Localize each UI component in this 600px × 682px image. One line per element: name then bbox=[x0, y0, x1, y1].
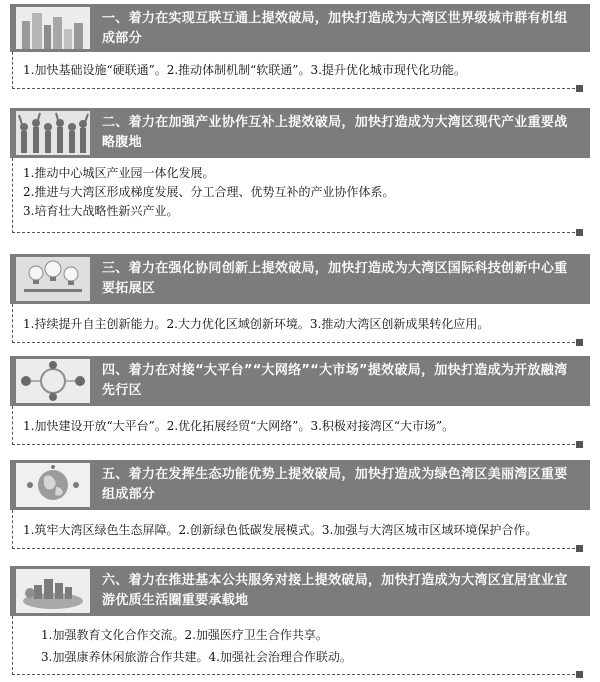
section-4-item-1: 1.加快建设开放“大平台”。2.优化拓展经贸“大网络”。3.积极对接湾区“大市场”。 bbox=[23, 419, 455, 433]
innovation-bulbs-icon bbox=[16, 257, 90, 301]
section-5-item-1: 1.筑牢大湾区绿色生态屏障。2.创新绿色低碳发展模式。3.加强与大湾区城市区域环境保护合作。 bbox=[23, 523, 538, 537]
cheering-crowd-icon bbox=[16, 111, 90, 155]
section-2-frame bbox=[12, 158, 575, 233]
section-3-frame bbox=[12, 304, 575, 343]
network-hands-icon bbox=[16, 359, 90, 403]
section-3-header bbox=[10, 254, 590, 304]
section-2-title: 二、着力在加强产业协作互补上提效破局，加快打造成为大湾区现代产业重要战略腹地 bbox=[102, 115, 568, 150]
city-buildings-icon bbox=[16, 7, 90, 49]
section-1-title: 一、着力在实现互联互通上提效破局，加快打造成为大湾区世界级城市群有机组成部分 bbox=[102, 11, 568, 46]
section-3-item-1: 1.持续提升自主创新能力。2.大力优化区域创新环境。3.推动大湾区创新成果转化应用。 bbox=[23, 317, 490, 331]
section-2-item-1: 1.推动中心城区产业园一体化发展。 bbox=[23, 166, 215, 180]
section-3-title: 三、着力在强化协同创新上提效破局，加快打造成为大湾区国际科技创新中心重要拓展区 bbox=[102, 261, 568, 296]
section-4-frame bbox=[12, 406, 575, 445]
section-4-header bbox=[10, 356, 590, 406]
section-5-frame bbox=[12, 510, 575, 549]
town-island-icon bbox=[16, 569, 90, 613]
section-6-header bbox=[10, 566, 590, 616]
section-2-header bbox=[10, 108, 590, 158]
section-4-title: 四、着力在对接“大平台”“大网络”“大市场”提效破局，加快打造成为开放融湾先行区 bbox=[102, 363, 568, 398]
section-6-title: 六、着力在推进基本公共服务对接上提效破局，加快打造成为大湾区宜居宜业宜游优质生活圈重要承载地 bbox=[102, 573, 568, 608]
section-2-item-2: 2.推进与大湾区形成梯度发展、分工合理、优势互补的产业协作体系。 bbox=[23, 185, 395, 199]
section-6-frame bbox=[12, 616, 575, 675]
section-6-item-1: 1.加强教育文化合作交流。2.加强医疗卫生合作共享。 bbox=[41, 628, 328, 642]
section-1-item-1: 1.加快基础设施“硬联通”。2.推动体制机制“软联通”。3.提升优化城市现代化功能。 bbox=[23, 63, 466, 77]
section-5-header bbox=[10, 460, 590, 510]
section-2-item-3: 3.培育壮大战略性新兴产业。 bbox=[23, 204, 179, 218]
green-globe-icon bbox=[16, 463, 90, 507]
section-1-frame bbox=[12, 52, 575, 89]
section-6-item-2: 3.加强康养休闲旅游合作共建。4.加强社会治理合作联动。 bbox=[41, 650, 352, 664]
section-5-title: 五、着力在发挥生态功能优势上提效破局，加快打造成为绿色湾区美丽湾区重要组成部分 bbox=[102, 467, 568, 502]
section-1-header bbox=[10, 4, 590, 52]
